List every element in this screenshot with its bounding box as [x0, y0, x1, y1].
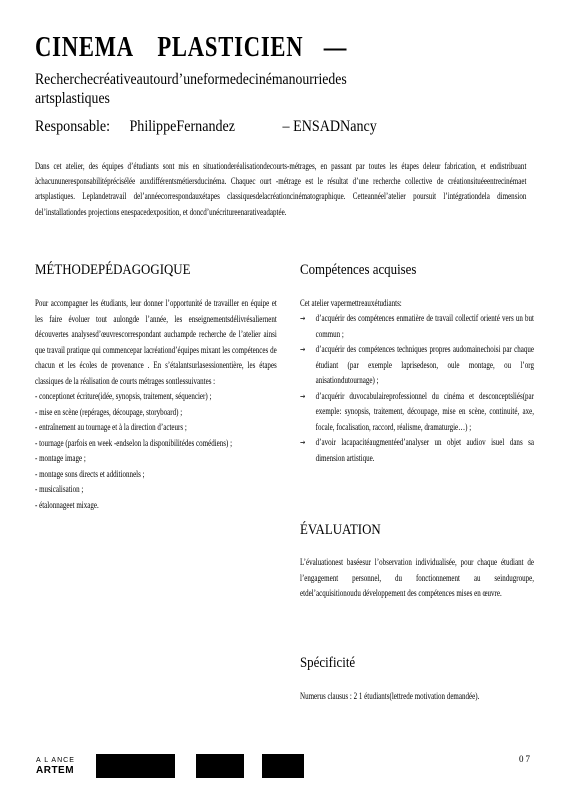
- competences-intro: Cet atelier vapermettreauxétudiants:: [300, 298, 402, 308]
- methode-step: - entraînement au tournage et à la direction d’acteurs ;: [35, 422, 187, 432]
- specificite-heading: Spécificité: [300, 655, 356, 671]
- page-subtitle: Recherchecréativeautourd’uneformedecinémanourriedes artsplastiques: [35, 71, 347, 107]
- methode-section: [35, 296, 277, 513]
- evaluation-paragraph: L’évaluationest baséesur l’observation individualisée, pour chaque étudiant de l’engagement personnel, du fonctionnement au seindugroupe, etdel’acquisitionoudu développement des compétences mises en œuvre.: [300, 557, 534, 598]
- methode-paragraph: Pour accompagner les étudiants, leur donner l’opportunité de travailler en équipe et les faire évoluer tout aulongde l’année, les enseignementsdélivrésaliernent découvertes analysesd’œuvrescorrespondant auchampde recherche de l’atelier ainsi que travail pratique qui commencepar lacréationd’équipes mixant les compétences de chacun et les écoles de provenance . En s’étalantsurlasessionentière, les étapes classiques de la réalisation de courts métrages sontlessuivantes :: [35, 298, 277, 386]
- methode-step: - montage image ;: [35, 453, 86, 463]
- arrow-icon: →: [300, 438, 306, 447]
- competence-text: d’avoir lacapacitéaugmentéed’analyser un objet audiov isuel dans sa dimension artistique.: [315, 437, 534, 463]
- intro-paragraph: Dans cet atelier, des équipes d’étudiants sont mis en situationderéalisationdecourts-métrages, en passant par toutes les étapes deleur fabrication, et endistribuant àchacununeresponsabilitéprécisélée auxdifférentsmétiersducinéma. Chaquec ourt -métrage est le résultat d’une recherche collective de créationsituéeentrecinémaet artsplastiques. Leplandetravail del’annéecorrespondauxétapes classiquesdelacréationcinématographique. Cetteannéel’atelier poursuit l’intégrationdela dimension del’installationdes projections enespacedexposition, et doncd’unécritureenarativeadaptée.: [35, 161, 527, 217]
- list-item: [300, 311, 534, 342]
- redaction-block: [96, 754, 175, 778]
- methode-heading: MÉTHODEPÉDAGOGIQUE: [35, 262, 191, 278]
- methode-step: - étalonnageet mixage.: [35, 499, 99, 510]
- responsable-school: – ENSADNancy: [282, 118, 377, 135]
- page-title: [35, 31, 347, 64]
- responsable-label: Responsable:: [35, 118, 111, 135]
- responsable-name: PhilippeFernandez: [129, 118, 236, 135]
- methode-step: - montage sons directs et additionnels ;: [35, 468, 145, 479]
- arrow-icon: →: [300, 345, 306, 354]
- page-number: 07: [519, 754, 532, 764]
- methode-step: - tournage (parfois en week -endselon la disponibilitédes comédiens) ;: [35, 437, 233, 448]
- methode-step: - mise en scène (repérages, découpage, storyboard) ;: [35, 406, 183, 417]
- logo-top-text: A L ANCE: [36, 757, 75, 764]
- arrow-icon: →: [300, 391, 306, 401]
- responsable-line: [35, 118, 377, 136]
- logo-bottom-text: ARTEM: [36, 765, 75, 776]
- competence-text: d’acquérir des compétences techniques propres audomainechoisi par chaque étudiant (par exemple laprisedeson, oule montage, ou l’org anisationdutournage) ;: [315, 344, 534, 385]
- evaluation-heading: ÉVALUATION: [300, 522, 381, 538]
- competences-heading: Compétences acquises: [300, 262, 417, 278]
- methode-step: - musicalisation ;: [35, 484, 84, 494]
- competences-list: [300, 311, 534, 466]
- competence-text: d’acquérir des compétences enmatière de travail collectif orienté vers un but commun ;: [315, 313, 534, 339]
- specificite-paragraph: Numerus clausus : 2 1 étudiants(lettrede motivation demandée).: [300, 691, 480, 701]
- redaction-block: [196, 754, 244, 778]
- list-item: [300, 389, 534, 436]
- list-item: [300, 435, 534, 466]
- methode-step: - conceptionet écriture(idée, synopsis, traitement, séquencier) ;: [35, 391, 212, 401]
- arrow-icon: →: [300, 314, 306, 323]
- title-word-cinema: CINEMA: [35, 31, 134, 63]
- list-item: [300, 342, 534, 389]
- competence-text: d’acquérir duvocabulaireprofessionnel du cinéma et desconceptsliés(par exemple: synopsis, traitement, découpage, mise en scène, continuité, axe, focale, focalisation, raccord, réalisme, dramaturgie…) ;: [315, 390, 534, 432]
- title-word-plasticien: PLASTICIEN: [157, 31, 304, 63]
- redaction-block: [262, 754, 304, 778]
- artem-logo: [36, 757, 75, 777]
- title-dash: —: [323, 31, 348, 63]
